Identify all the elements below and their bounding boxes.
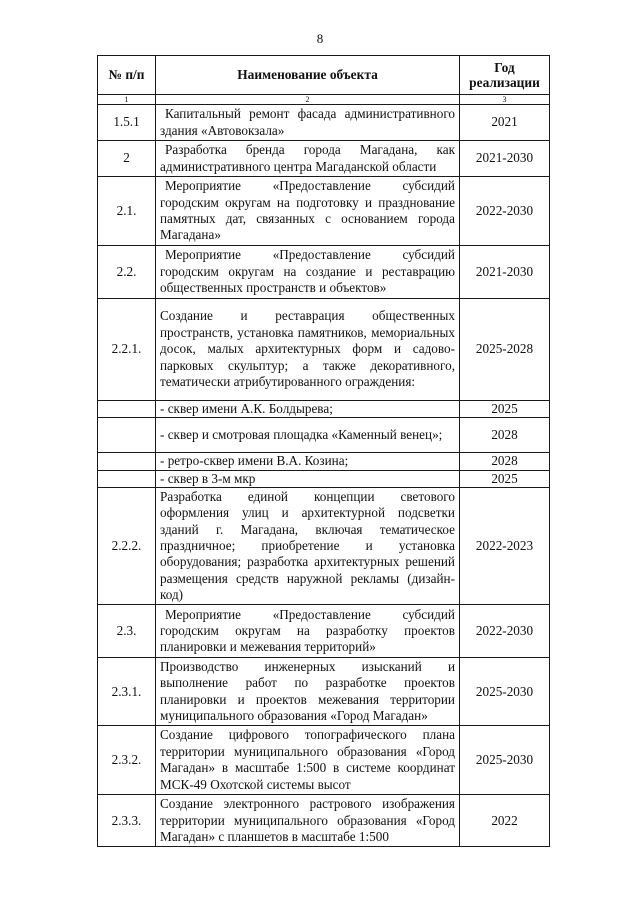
- row-year: 2028: [460, 418, 550, 453]
- row-number: [98, 470, 156, 487]
- row-name: Мероприятие «Предоставление субсидий городским округам на подготовку и празднование памятных дат, связанных с основанием города Магадана»: [156, 177, 460, 246]
- row-name: Разработка бренда города Магадана, как административного центра Магаданской области: [156, 141, 460, 177]
- row-name: Капитальный ремонт фасада административного здания «Автовокзала»: [156, 105, 460, 141]
- column-index-row: [98, 95, 550, 105]
- row-name: - ретро-сквер имени В.А. Козина;: [156, 453, 460, 470]
- table-row: [98, 488, 550, 605]
- projects-table: [97, 55, 550, 847]
- row-number: 2.3.1.: [98, 658, 156, 726]
- table-row: [98, 470, 550, 487]
- row-number: 2.2.: [98, 246, 156, 299]
- table-header-row: [98, 56, 550, 95]
- table-row: [98, 726, 550, 795]
- column-index: 2: [156, 95, 460, 105]
- row-name: - сквер и смотровая площадка «Каменный венец»;: [156, 418, 460, 453]
- table-row: [98, 141, 550, 177]
- row-name: Мероприятие «Предоставление субсидий городским округам на создание и реставрацию общественных пространств и объектов»: [156, 246, 460, 299]
- row-year: 2022: [460, 795, 550, 847]
- row-year: 2022-2030: [460, 605, 550, 658]
- row-year: 2022-2030: [460, 177, 550, 246]
- table-row: [98, 418, 550, 453]
- column-index: 3: [460, 95, 550, 105]
- row-year: 2025: [460, 401, 550, 418]
- table-row: [98, 605, 550, 658]
- row-year: 2025: [460, 470, 550, 487]
- row-year: 2021-2030: [460, 141, 550, 177]
- row-number: [98, 401, 156, 418]
- row-number: [98, 418, 156, 453]
- row-number: 2.2.2.: [98, 488, 156, 605]
- row-year: 2021: [460, 105, 550, 141]
- column-index: 1: [98, 95, 156, 105]
- row-year: 2028: [460, 453, 550, 470]
- row-name: - сквер в 3-м мкр: [156, 470, 460, 487]
- table-row: [98, 658, 550, 726]
- table-row: [98, 453, 550, 470]
- row-number: 2.3.3.: [98, 795, 156, 847]
- row-year: 2025-2028: [460, 299, 550, 401]
- row-number: 1.5.1: [98, 105, 156, 141]
- row-number: 2.1.: [98, 177, 156, 246]
- header-num: № п/п: [98, 56, 156, 95]
- table-row: [98, 246, 550, 299]
- row-name: Создание и реставрация общественных пространств, установка памятников, мемориальных досок, малых архитектурных форм и садово-парковых скульптур; а также декоративного, тематически атрибутированного ограждения:: [156, 299, 460, 401]
- row-number: 2: [98, 141, 156, 177]
- table-row: [98, 401, 550, 418]
- row-name: Создание цифрового топографического плана территории муниципального образования «Город Магадан» в масштабе 1:500 в системе координат МСК-49 Охотской системы высот: [156, 726, 460, 795]
- row-name: Производство инженерных изысканий и выполнение работ по разработке проектов планировки и проектов межевания территории муниципального образования «Город Магадан»: [156, 658, 460, 726]
- header-name: Наименование объекта: [156, 56, 460, 95]
- header-year: Год реализации: [460, 56, 550, 95]
- row-name: Разработка единой концепции светового оформления улиц и архитектурной подсветки зданий г. Магадана, включая тематическое праздничное; приобретение и установка оборудования; разработка архитектурных решений размещения средств наружной рекламы (дизайн-код): [156, 488, 460, 605]
- row-number: 2.3.: [98, 605, 156, 658]
- table-row: [98, 795, 550, 847]
- row-name: - сквер имени А.К. Болдырева;: [156, 401, 460, 418]
- table-row: [98, 299, 550, 401]
- table-row: [98, 105, 550, 141]
- row-number: 2.3.2.: [98, 726, 156, 795]
- row-year: 2022-2023: [460, 488, 550, 605]
- table-row: [98, 177, 550, 246]
- row-year: 2021-2030: [460, 246, 550, 299]
- page-number: 8: [316, 31, 324, 46]
- row-name: Мероприятие «Предоставление субсидий городским округам на разработку проектов планировки и межевания территорий»: [156, 605, 460, 658]
- row-year: 2025-2030: [460, 726, 550, 795]
- row-year: 2025-2030: [460, 658, 550, 726]
- row-number: 2.2.1.: [98, 299, 156, 401]
- row-number: [98, 453, 156, 470]
- row-name: Создание электронного растрового изображения территории муниципального образования «Город Магадан» с планшетов в масштабе 1:500: [156, 795, 460, 847]
